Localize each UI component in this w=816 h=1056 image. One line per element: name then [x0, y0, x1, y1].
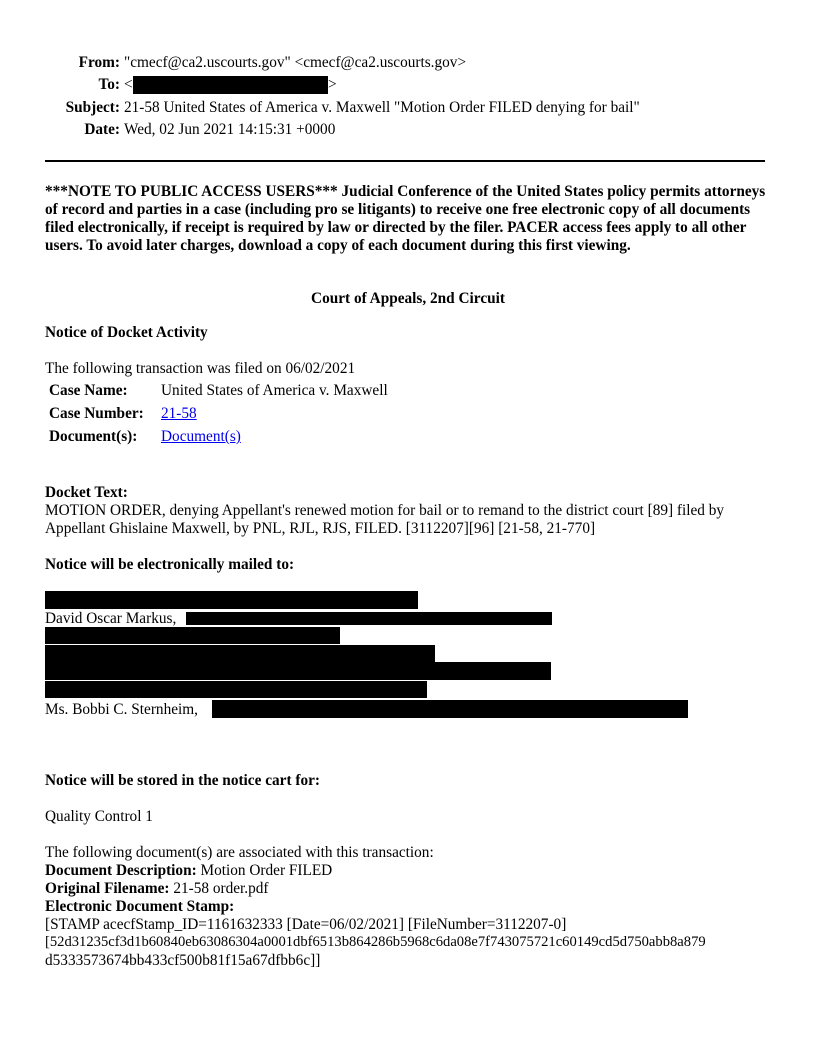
documents-label: Document(s): [49, 428, 138, 445]
stamp-line-2: [52d31235cf3d1b60840eb63086304a0001dbf6513b864286b5968c6da08e7f743075721c60149cd5d750abb8a879 [45, 934, 706, 950]
associated-docs-line: The following document(s) are associated with this transaction: [45, 844, 434, 861]
stamp-line-3: d5333573674bb433cf500b81f15a67dfbb6c]] [45, 952, 321, 969]
stamp-label: Electronic Document Stamp: [45, 898, 235, 915]
to-redaction [133, 76, 328, 94]
docket-activity-heading: Notice of Docket Activity [45, 324, 208, 341]
date-label: Date: [84, 121, 120, 138]
recipient-redaction [186, 612, 552, 625]
case-number-link[interactable]: 21-58 [161, 405, 197, 422]
case-name-label: Case Name: [49, 382, 128, 399]
to-label: To: [98, 76, 120, 93]
recipient-sternheim: Ms. Bobbi C. Sternheim, [45, 701, 198, 718]
original-filename [45, 880, 268, 898]
mailed-heading: Notice will be electronically mailed to: [45, 556, 295, 573]
recipient-markus: David Oscar Markus, [45, 610, 177, 627]
from-value: "cmecf@ca2.uscourts.gov" <cmecf@ca2.uscourts.gov> [124, 54, 467, 71]
court-title: Court of Appeals, 2nd Circuit [311, 290, 505, 307]
case-number-label: Case Number: [49, 405, 144, 422]
docket-text: MOTION ORDER, denying Appellant's renewed motion for bail or to remand to the district court [89] filed by Appellant Ghislaine Maxwell, by PNL, RJL, RJS, FILED. [3112207][96] [21-58, 21-770] [45, 502, 725, 537]
orig-filename-label: Original Filename: [45, 880, 170, 897]
recipient-redaction [45, 627, 340, 644]
public-access-notice: ***NOTE TO PUBLIC ACCESS USERS*** Judicial Conference of the United States policy permits attorneys of record and parties in a case (including pro se litigants) to receive one free electronic copy of all documents filed electronically, if receipt is required by law or directed by the filer. PACER access fees apply to all other users. To avoid later charges, download a copy of each document during this first viewing. [45, 183, 766, 254]
subject-label: Subject: [65, 99, 120, 116]
case-name-value: United States of America v. Maxwell [161, 382, 388, 399]
date-value: Wed, 02 Jun 2021 14:15:31 +0000 [124, 121, 336, 138]
subject-value: 21-58 United States of America v. Maxwell "Motion Order FILED denying for bail" [124, 99, 640, 116]
quality-control: Quality Control 1 [45, 808, 153, 825]
recipient-redaction [45, 591, 418, 609]
documents-link[interactable]: Document(s) [161, 428, 241, 445]
stamp-line-1: [STAMP acecfStamp_ID=1161632333 [Date=06/02/2021] [FileNumber=3112207-0] [45, 916, 567, 933]
recipient-redaction [212, 700, 688, 718]
recipient-redaction [45, 681, 427, 698]
from-label: From: [78, 54, 120, 71]
header-divider [45, 160, 765, 162]
transaction-line: The following transaction was filed on 06/02/2021 [45, 360, 356, 377]
docket-text-label: Docket Text: [45, 484, 128, 501]
to-open-bracket: < [124, 76, 133, 93]
to-close-bracket: > [328, 76, 337, 93]
document-description [45, 862, 332, 880]
doc-desc-label: Document Description: [45, 862, 197, 879]
recipient-redaction [45, 645, 435, 662]
doc-desc-value: Motion Order FILED [200, 862, 333, 879]
stored-heading: Notice will be stored in the notice cart for: [45, 772, 320, 789]
orig-filename-value: 21-58 order.pdf [173, 880, 269, 897]
recipient-redaction [45, 662, 551, 680]
